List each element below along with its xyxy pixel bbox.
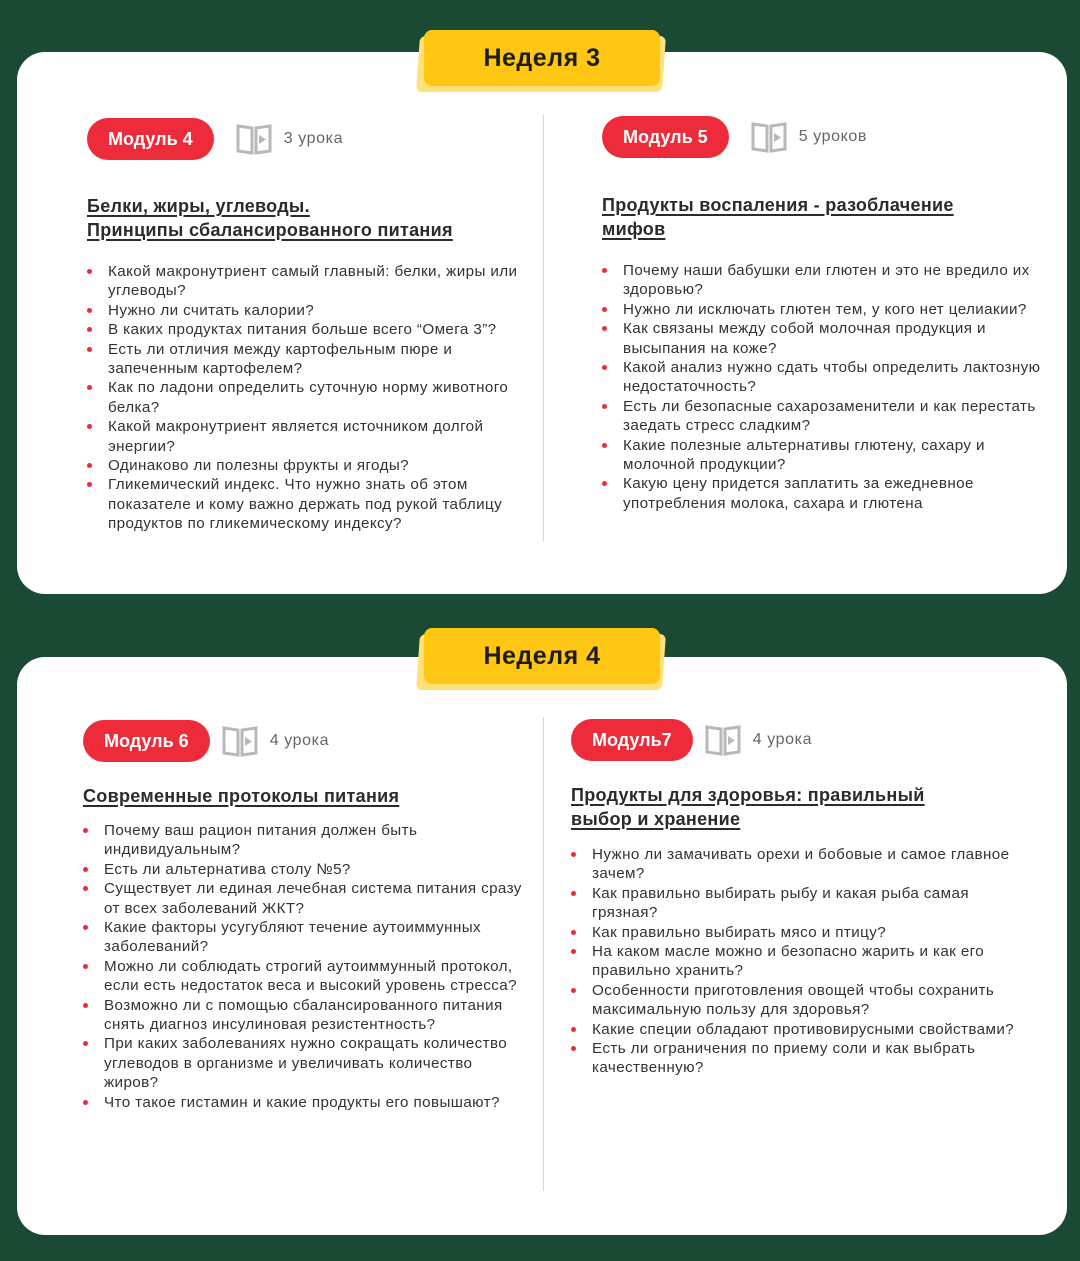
video-lessons-icon — [705, 724, 741, 756]
module-label: Модуль 6 — [83, 720, 210, 762]
module-5 — [602, 116, 1042, 513]
list-item: При каких заболеваниях нужно сокращать количество углеводов в организме и увеличивать количество жиров? — [83, 1034, 523, 1092]
list-item: Есть ли ограничения по приему соли и как выбрать качественную? — [571, 1039, 1031, 1078]
week-4-card — [17, 657, 1067, 1235]
module-title: Современные протоколы питания — [83, 786, 400, 806]
module-7 — [571, 719, 1031, 1078]
week-title: Неделя 3 — [424, 30, 660, 86]
list-item: Почему ваш рацион питания должен быть индивидуальным? — [83, 821, 523, 860]
list-item: Нужно ли считать калории? — [87, 301, 527, 320]
video-lessons-icon — [236, 123, 272, 155]
list-item: Что такое гистамин и какие продукты его повышают? — [83, 1093, 523, 1112]
list-item: Можно ли соблюдать строгий аутоиммунный протокол, если есть недостаток веса и высокий уровень стресса? — [83, 957, 523, 996]
module-6 — [83, 720, 523, 1112]
question-list — [602, 261, 1042, 513]
lessons-count: 3 урока — [283, 130, 344, 147]
week-title: Неделя 4 — [424, 628, 660, 684]
week-3-card — [17, 52, 1067, 594]
column-divider — [543, 114, 544, 542]
list-item: Гликемический индекс. Что нужно знать об этом показателе и кому важно держать под рукой таблицу продуктов по гликемическому индексу? — [87, 475, 527, 533]
module-label: Модуль7 — [571, 719, 693, 761]
list-item: Какие полезные альтернативы глютену, сахару и молочной продукции? — [602, 436, 1042, 475]
question-list — [87, 262, 527, 534]
module-label: Модуль 5 — [602, 116, 729, 158]
list-item: Возможно ли с помощью сбалансированного питания снять диагноз инсулиновая резистентность? — [83, 996, 523, 1035]
video-lessons-icon — [751, 121, 787, 153]
list-item: Как по ладони определить суточную норму животного белка? — [87, 378, 527, 417]
list-item: Нужно ли замачивать орехи и бобовые и самое главное зачем? — [571, 845, 1031, 884]
lessons-count: 4 урока — [752, 731, 813, 748]
list-item: Есть ли безопасные сахарозаменители и как перестать заедать стресс сладким? — [602, 397, 1042, 436]
list-item: Какие специи обладают противовирусными свойствами? — [571, 1020, 1031, 1039]
list-item: Как связаны между собой молочная продукция и высыпания на коже? — [602, 319, 1042, 358]
week-3-badge — [424, 30, 660, 88]
list-item: Какой анализ нужно сдать чтобы определить лактозную недостаточность? — [602, 358, 1042, 397]
module-title: Продукты воспаления - разоблачение мифов — [602, 195, 954, 239]
list-item: Почему наши бабушки ели глютен и это не вредило их здоровью? — [602, 261, 1042, 300]
list-item: Есть ли альтернатива столу №5? — [83, 860, 523, 879]
module-4 — [87, 118, 527, 534]
list-item: Какой макронутриент самый главный: белки, жиры или углеводы? — [87, 262, 527, 301]
module-title: Белки, жиры, углеводы. Принципы сбалансированного питания — [87, 196, 453, 240]
module-title: Продукты для здоровья: правильный выбор и хранение — [571, 785, 925, 829]
week-4-badge — [424, 628, 660, 686]
list-item: Есть ли отличия между картофельным пюре и запеченным картофелем? — [87, 340, 527, 379]
list-item: Одинаково ли полезны фрукты и ягоды? — [87, 456, 527, 475]
lessons-count: 5 уроков — [798, 128, 868, 145]
list-item: В каких продуктах питания больше всего “Омега 3”? — [87, 320, 527, 339]
list-item: Особенности приготовления овощей чтобы сохранить максимальную пользу для здоровья? — [571, 981, 1031, 1020]
list-item: Какие факторы усугубляют течение аутоиммунных заболеваний? — [83, 918, 523, 957]
video-lessons-icon — [222, 725, 258, 757]
lessons-count: 4 урока — [269, 732, 330, 749]
column-divider — [543, 717, 544, 1191]
list-item: На каком масле можно и безопасно жарить и как его правильно хранить? — [571, 942, 1031, 981]
list-item: Нужно ли исключать глютен тем, у кого нет целиакии? — [602, 300, 1042, 319]
question-list — [571, 845, 1031, 1078]
list-item: Какой макронутриент является источником долгой энергии? — [87, 417, 527, 456]
list-item: Как правильно выбирать мясо и птицу? — [571, 923, 1031, 942]
list-item: Как правильно выбирать рыбу и какая рыба самая грязная? — [571, 884, 1031, 923]
list-item: Какую цену придется заплатить за ежедневное употребления молока, сахара и глютена — [602, 474, 1042, 513]
question-list — [83, 821, 523, 1112]
module-label: Модуль 4 — [87, 118, 214, 160]
list-item: Существует ли единая лечебная система питания сразу от всех заболеваний ЖКТ? — [83, 879, 523, 918]
